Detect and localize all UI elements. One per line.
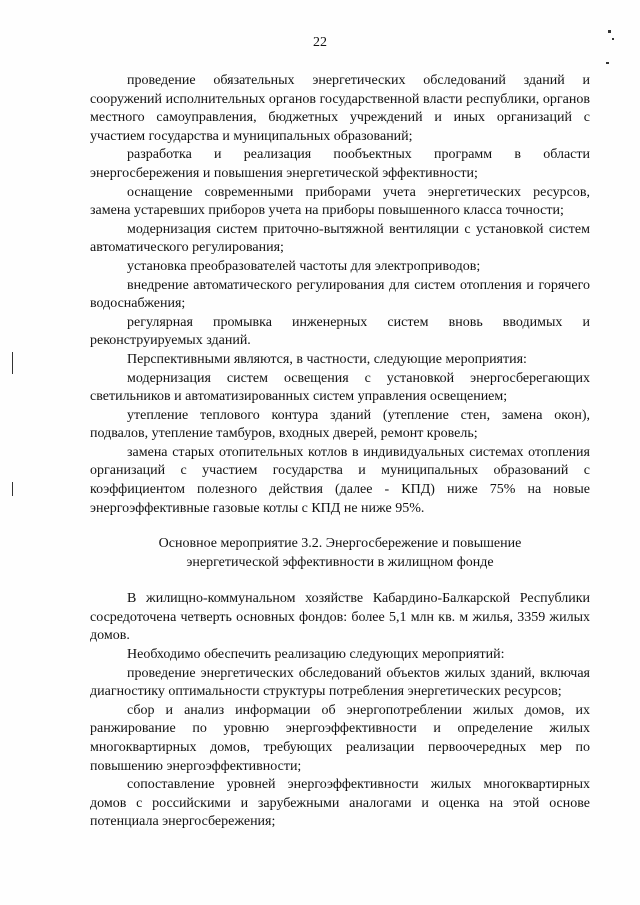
paragraph: модернизация систем освещения с установкой энергосберегающих светильников и автоматизированных систем управления освещением; bbox=[90, 370, 590, 405]
paragraph: внедрение автоматического регулирования для систем отопления и горячего водоснабжения; bbox=[90, 277, 590, 312]
paragraph: проведение энергетических обследований объектов жилых зданий, включая диагностику оптимальности структуры потребления энергетических ресурсов; bbox=[90, 665, 590, 700]
paragraph: разработка и реализация пообъектных программ в области энергосбережения и повышения энергетической эффективности; bbox=[90, 147, 590, 181]
scan-speck bbox=[612, 38, 614, 40]
section-heading-line: энергетической эффективности в жилищном фонде bbox=[186, 555, 494, 571]
paragraph: регулярная промывка инженерных систем вновь вводимых и реконструируемых зданий. bbox=[90, 314, 590, 349]
paragraph: Необходимо обеспечить реализацию следующих мероприятий: bbox=[127, 647, 505, 663]
paragraph: сбор и анализ информации об энергопотреблении жилых домов, их ранжирование по уровню энергоэффективности и определение жилых многоквартирных домов, требующих реализации первоочередных мер по повышению энергоэффективности; bbox=[90, 702, 590, 774]
page-number: 22 bbox=[313, 35, 327, 50]
scan-speck bbox=[12, 482, 13, 496]
paragraph: оснащение современными приборами учета энергетических ресурсов, замена устаревших приборов учета на приборы повышенного класса точности; bbox=[90, 184, 590, 219]
section-heading bbox=[90, 534, 590, 572]
paragraph: проведение обязательных энергетических обследований зданий и сооружений исполнительных органов государственной власти республики, органов местного самоуправления, бюджетных учреждений и иных организаций с участием государства и муниципальных образований; bbox=[90, 73, 590, 144]
paragraph: замена старых отопительных котлов в индивидуальных системах отопления организаций с участием государства и муниципальных образований с коэффициентом полезного действия (далее - КПД) ниже 75% на новые энергоэффективные газовые котлы с КПД не ниже 95%. bbox=[90, 444, 590, 516]
paragraph: сопоставление уровней энергоэффективности жилых многоквартирных домов с российскими и зарубежными аналогами и оценка на этой основе потенциала энергосбережения; bbox=[90, 777, 590, 830]
scan-speck bbox=[12, 352, 13, 374]
section-heading-line: Основное мероприятие 3.2. Энергосбережение и повышение bbox=[158, 536, 522, 552]
paragraph: Перспективными являются, в частности, следующие мероприятия: bbox=[127, 351, 527, 367]
paragraph: В жилищно-коммунальном хозяйстве Кабардино-Балкарской Республики сосредоточена четверть основных фондов: более 5,1 млн кв. м жилья, 3359 жилых домов. bbox=[90, 591, 590, 644]
paragraph: модернизация систем приточно-вытяжной вентиляции с установкой систем автоматического регулирования; bbox=[90, 221, 590, 256]
scan-speck bbox=[608, 30, 611, 33]
paragraph: установка преобразователей частоты для электроприводов; bbox=[127, 258, 481, 274]
paragraph: утепление теплового контура зданий (утепление стен, замена окон), подвалов, утепление тамбуров, входных дверей, ремонт кровель; bbox=[90, 407, 590, 442]
document-body bbox=[90, 72, 590, 832]
scan-speck bbox=[606, 62, 609, 64]
